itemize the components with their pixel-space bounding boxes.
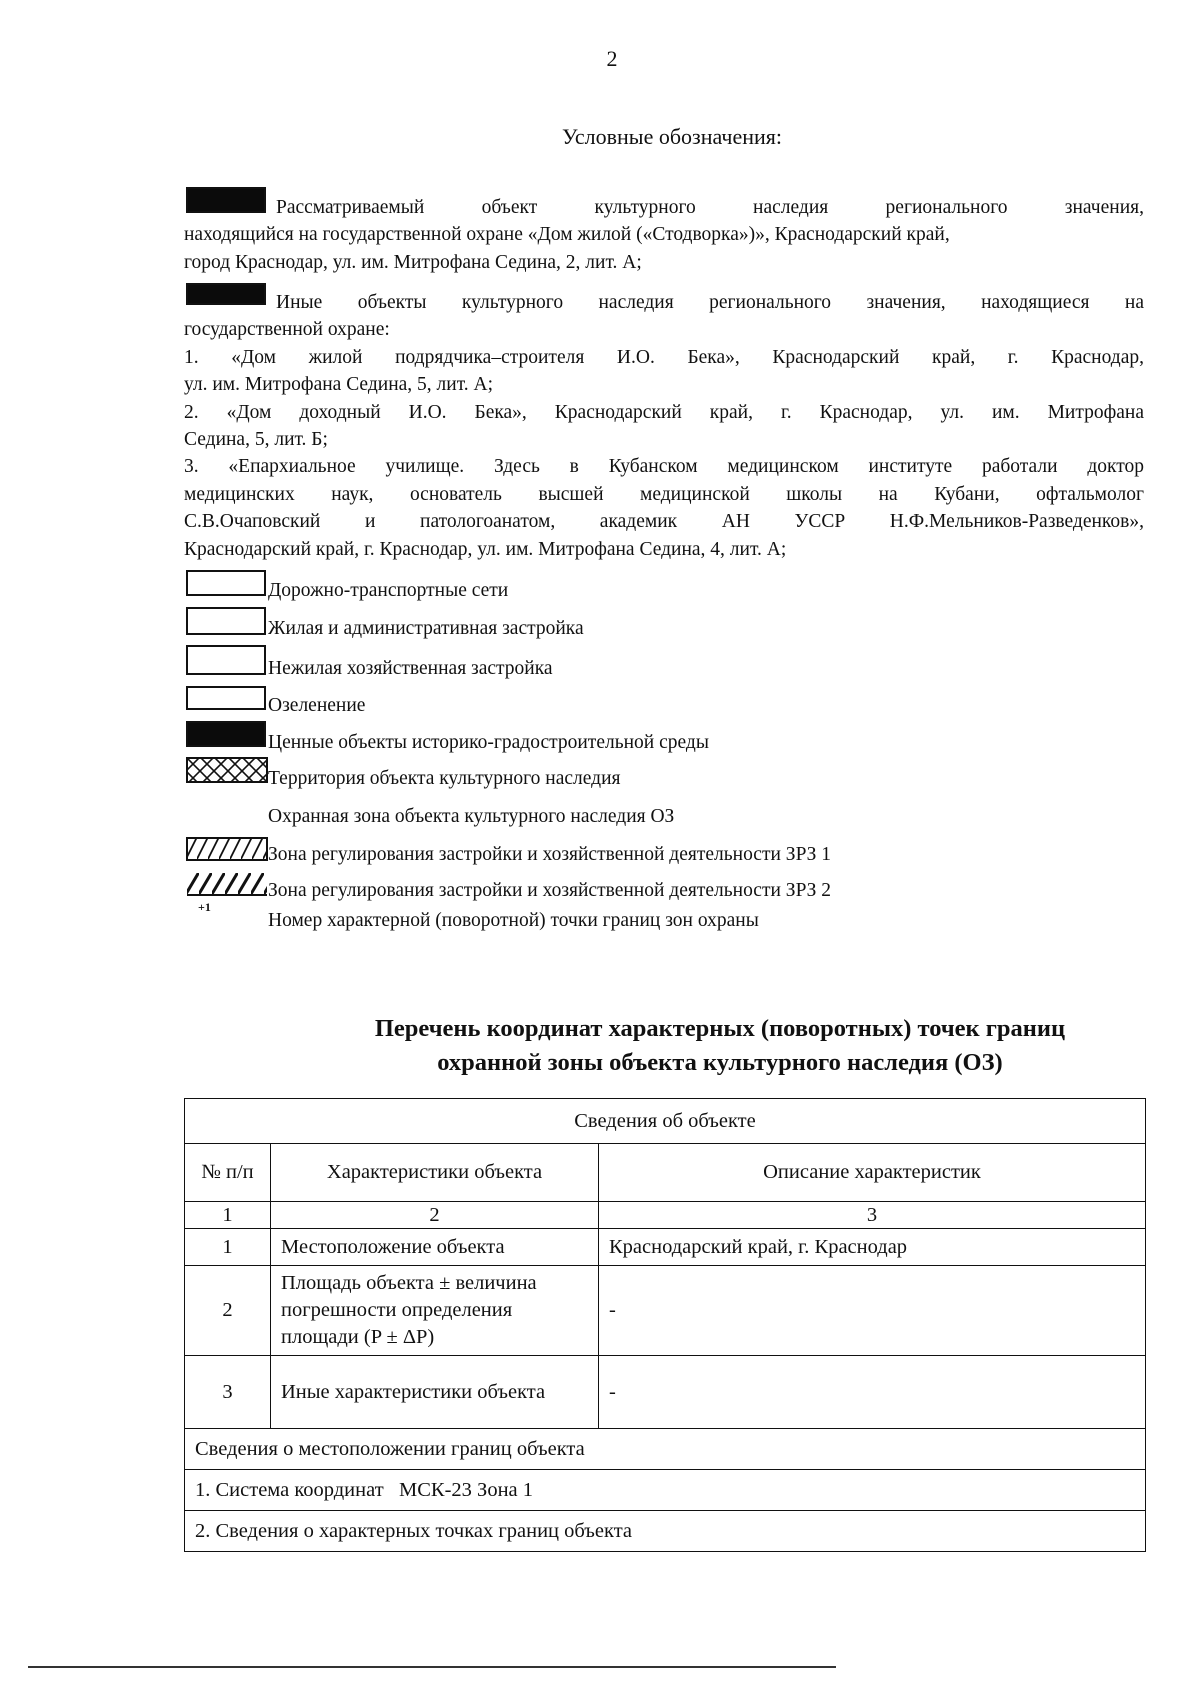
legend-label-zrz1: Зона регулирования застройки и хозяйственной деятельности ЗРЗ 1 [268,844,832,865]
other-object-item3-line3: С.В.Очаповский и патологоанатом, академик АН УССР Н.Ф.Мельников-Разведенков», [184,511,1144,533]
table-cell-no: 3 [185,1356,271,1429]
other-object-item1-line1: 1. «Дом жилой подрядчика–строителя И.О. Бека», Краснодарский край, г. Краснодар, [184,346,1144,368]
table-cell-description: Краснодарский край, г. Краснодар [599,1229,1146,1266]
table-coordinate-system: 1. Система координат МСК-23 Зона 1 [185,1470,1146,1511]
table-row [185,1356,1146,1429]
legend-label-heritage-territory: Территория объекта культурного наследия [268,768,621,789]
other-object-item2-line1: 2. «Дом доходный И.О. Бека», Краснодарский край, г. Краснодар, ул. им. Митрофана [184,401,1144,423]
other-object-item1-line2: ул. им. Митрофана Седина, 5, лит. А; [184,374,494,396]
main-object-line3: город Краснодар, ул. им. Митрофана Седина, 2, лит. А; [184,251,642,273]
table-colnum-3: 3 [599,1202,1146,1229]
legend-swatch-residential [186,607,266,635]
object-info-table [184,1098,1146,1552]
legend-label-residential: Жилая и административная застройка [268,618,584,639]
legend-swatch-non-residential [186,645,266,675]
legend-other-objects-text [184,289,1144,563]
legend-swatch-heritage-territory [186,757,268,783]
legend-title: Условные обозначения: [561,124,783,149]
table-header-no: № п/п [185,1144,271,1202]
table-location-header: Сведения о местоположении границ объекта [185,1429,1146,1470]
legend-label-point-number: Номер характерной (поворотной) точки границ зон охраны [268,910,759,931]
footer-rule [28,1666,836,1668]
main-object-line2: находящийся на государственной охране «Дом жилой («Стодворка»)», Краснодарский край, [184,224,950,246]
table-row [185,1229,1146,1266]
table-header-characteristics: Характеристики объекта [271,1144,599,1202]
table-cell-characteristic: Местоположение объекта [271,1229,599,1266]
legend-swatch-greenery [186,686,266,710]
other-objects-line1: Иные объекты культурного наследия регионального значения, находящиеся на [276,292,1144,313]
table-title-line1: Перечень координат характерных (поворотных) точек границ [374,1015,1066,1042]
other-object-item3-line2: медицинских наук, основатель высшей медицинской школы на Кубани, офтальмолог [184,483,1144,505]
other-object-item3-line4: Краснодарский край, г. Краснодар, ул. им. Митрофана Седина, 4, лит. А; [184,538,787,560]
table-points-header: 2. Сведения о характерных точках границ объекта [185,1511,1146,1552]
legend-label-valuable-objects: Ценные объекты историко-градостроительной среды [268,732,709,753]
legend-label-protection-zone: Охранная зона объекта культурного наследия ОЗ [268,806,675,827]
legend-label-zrz2: Зона регулирования застройки и хозяйственной деятельности ЗРЗ 2 [268,880,832,901]
table-cell-no: 1 [185,1229,271,1266]
legend-swatch-zrz2 [186,872,268,896]
table-header-description: Описание характеристик [599,1144,1146,1202]
table-colnum-2: 2 [271,1202,599,1229]
other-objects-line2: государственной охране: [184,319,390,341]
table-cell-description: - [599,1356,1146,1429]
other-object-item2-line2: Седина, 5, лит. Б; [184,429,328,451]
legend-swatch-valuable-objects [186,721,266,747]
legend-swatch-zrz1 [186,837,268,861]
table-colnum-1: 1 [185,1202,271,1229]
legend-swatch-roads [186,570,266,596]
table-title-line2: охранной зоны объекта культурного наследия (ОЗ) [437,1049,1003,1076]
point-marker-icon: +1 [198,900,211,914]
legend-label-roads: Дорожно-транспортные сети [268,580,509,601]
table-row [185,1266,1146,1356]
table-cell-characteristic: Иные характеристики объекта [271,1356,599,1429]
legend-label-non-residential: Нежилая хозяйственная застройка [268,658,553,679]
table-cell-description: - [599,1266,1146,1356]
table-cell-characteristic: Площадь объекта ± величина погрешности определения площади (P ± ΔP) [271,1266,599,1356]
other-object-item3-line1: 3. «Епархиальное училище. Здесь в Кубанском медицинском институте работали доктор [184,456,1144,478]
table-section-header: Сведения об объекте [185,1099,1146,1144]
table-cell-no: 2 [185,1266,271,1356]
table-title [220,1012,1200,1080]
page-number: 2 [606,46,618,71]
legend-label-greenery: Озеленение [268,695,366,716]
legend-main-object-text [184,194,1144,276]
main-object-line1: Рассматриваемый объект культурного наследия регионального значения, [276,197,1144,218]
